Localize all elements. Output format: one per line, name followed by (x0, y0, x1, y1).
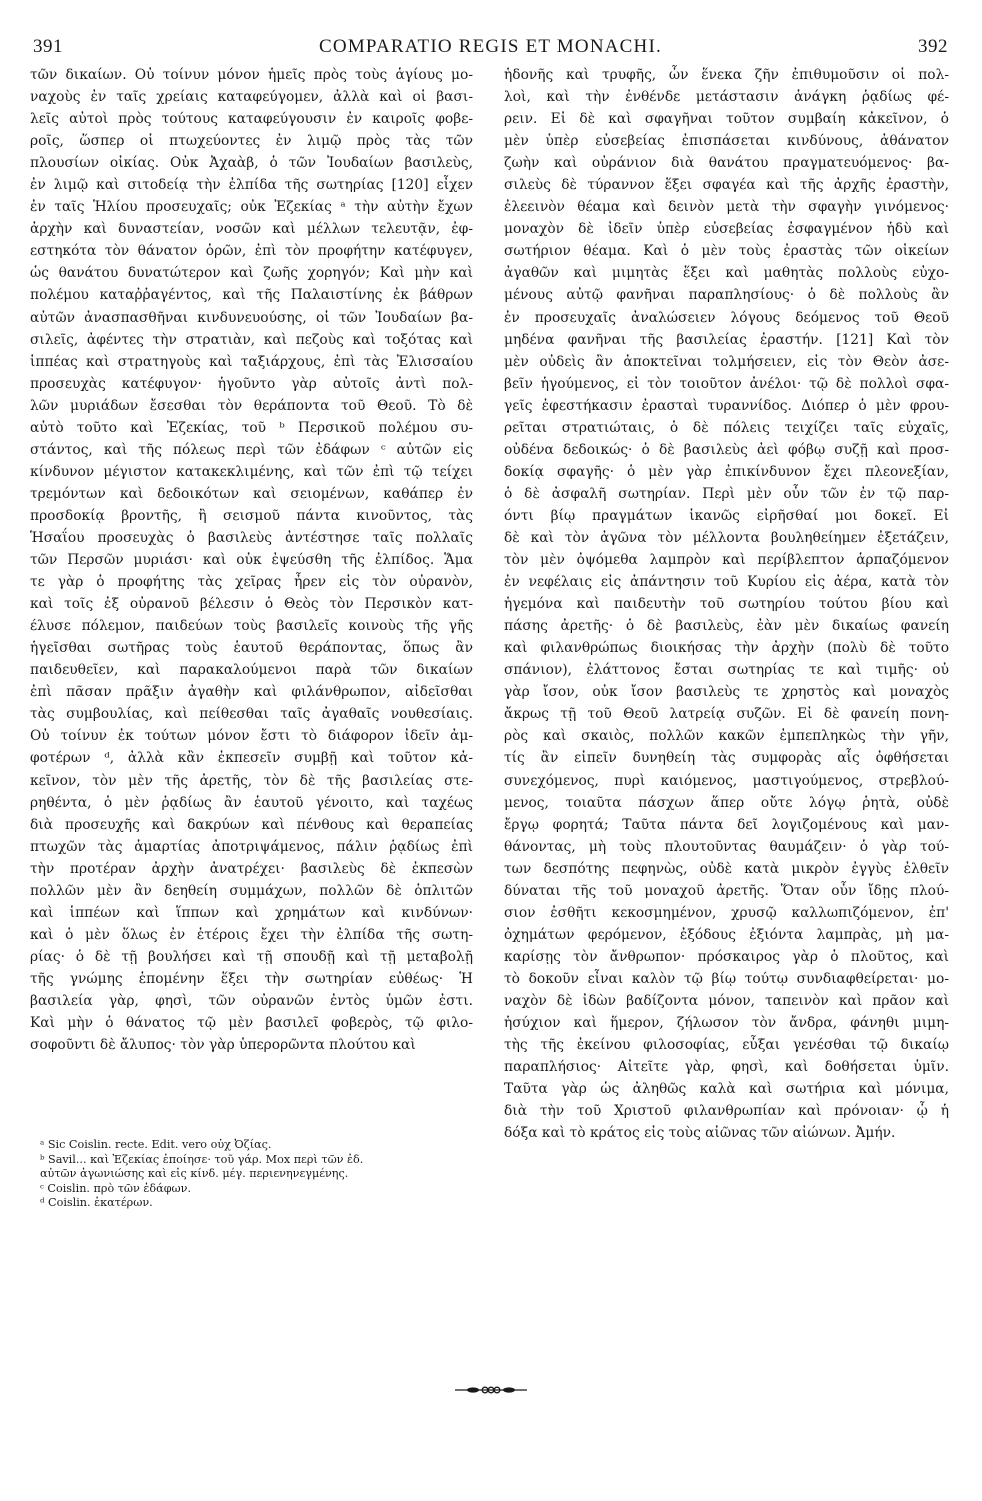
text-line: πτωχῶν τὰς ἁμαρτίας ἀποτριψάμενος, πάλιν ῥᾳδίως ἐπὶ (30, 838, 473, 855)
text-line: τὰς συμβουλίας, καὶ πείθεσθαι ταῖς ἀγαθαῖς νουθεσίαις. (30, 706, 473, 723)
text-line: φοτέρων ᵈ, ἀλλὰ κἂν ἐκπεσεῖν συμβῇ καὶ τοῦτον κἀ- (30, 750, 473, 767)
text-line: ναχοὺς ἐν ταῖς χρείαις καταφεύγομεν, ἀλλὰ καὶ οἱ βασι- (30, 89, 473, 106)
text-line: εστηκότα τὸν θάνατον ὁρῶν, ἐπὶ τὸν προφήτην κατέφυγεν, (30, 243, 473, 260)
text-line: Οὐ τοίνυν ἐκ τούτων μόνον ἔστι τὸ διάφορον ἰδεῖν ἀμ- (30, 728, 473, 745)
left-text-column (30, 64, 473, 1056)
text-line: ἐν προσευχαῖς ἀναλώσειεν λόγους δεόμενος τοῦ Θεοῦ (504, 309, 949, 326)
text-line: αὐτῶν ἀνασπασθῆναι κινδυνευούσης, οἱ τῶν Ἰουδαίων βα- (30, 309, 473, 326)
text-line: γεῖς ἐφεστήκασιν ἐρασταὶ τυραννίδος. Διόπερ ὁ μὲν φρου- (504, 397, 949, 414)
text-line: ἐλεεινὸν θέαμα καὶ δεινὸν μετὰ τὴν σφαγὴν γινόμενος· (504, 199, 949, 216)
text-line: ἐν ταῖς Ἡλίου προσευχαῖς; οὐκ Ἐζεκίας ᵃ τὴν αὐτὴν ἔχων (30, 199, 473, 216)
text-line: ἔργῳ φορητά; Ταῦτα πάντα δεῖ λογιζομένους καὶ μαν- (504, 816, 949, 833)
text-line: ἡγεμόνα καὶ παιδευτὴν τοῦ σωτηρίου τούτου βίου καὶ (504, 596, 949, 613)
text-line: μηδένα φανῆναι τῆς βασιλείας ἐραστήν. [121] Καὶ τὸν (504, 331, 949, 348)
text-line: συνεχόμενος, πυρὶ καιόμενος, μαστιγούμενος, στρεβλού- (504, 772, 949, 789)
text-line: ἡσύχιον καὶ ἥμερον, ζήλωσον τὸν ἄνδρα, φάνηθι μιμη- (504, 1015, 949, 1032)
footnote-line: ᵈ Coislin. ἑκατέρων. (40, 1196, 153, 1210)
text-line: καρίσῃς τὸν ἄνθρωπον· πρόσκαιρος γὰρ ὁ πλοῦτος, καὶ (504, 948, 949, 965)
text-line: ἐν νεφέλαις εἰς ἀπάντησιν τοῦ Κυρίου εἰς ἀέρα, κατὰ τὸν (504, 574, 949, 591)
text-line: παιδευθεῖεν, καὶ παρακαλούμενοι παρὰ τῶν δικαίων (30, 662, 473, 679)
text-line: πολέμου καταῤῥαγέντος, καὶ τῆς Παλαιστίνης ἐκ βάθρων (30, 287, 473, 304)
text-line: καὶ ἱππέων καὶ ἵππων καὶ χρημάτων καὶ κινδύνων· (30, 904, 473, 921)
text-line: ἀγαθῶν καὶ μιμητὰς ἕξει καὶ μαθητὰς πολλοὺς εὐχο- (504, 265, 949, 282)
text-line: γὰρ ἴσον, οὐκ ἴσον βασιλεὺς τε χρηστὸς καὶ μοναχὸς (504, 684, 949, 701)
text-line: καὶ ὁ μὲν ὅλως ἐν ἑτέροις ἔχει τὴν ἐλπίδα τῆς σωτη- (30, 926, 473, 943)
text-line: λῶν μυριάδων ἔσεσθαι τὸν θεράποντα τοῦ Θεοῦ. Τὸ δὲ (30, 397, 473, 414)
text-line: προσδοκίᾳ βροντῆς, ἢ σεισμοῦ πάντα κινοῦντος, τὰς (30, 507, 473, 524)
text-line: λεῖς αὐτοὶ πρὸς τούτους καταφεύγουσιν ἐν καιροῖς φοβε- (30, 111, 473, 128)
text-line: ἄκρως τῇ τοῦ Θεοῦ λατρείᾳ συζῶν. Εἰ δὲ φανείη πονη- (504, 706, 949, 723)
text-line: δύναται τῆς τοῦ μοναχοῦ ἀρετῆς. Ὅταν οὖν ἴδῃς πλού- (504, 882, 949, 899)
text-line: τὸ δοκοῦν εἶναι καλὸν τῷ βίῳ τούτῳ συνδιαφθείρεται· μο- (504, 970, 949, 987)
text-line: ναχὸν δὲ ἰδὼν βαδίζοντα μόνον, ταπεινὸν καὶ πρᾶον καὶ (504, 992, 949, 1009)
text-line: ἐν λιμῷ καὶ σιτοδείᾳ τὴν ἐλπίδα τῆς σωτηρίας [120] εἶχεν (30, 177, 473, 194)
running-title: COMPARATIO REGIS ET MONACHI. (319, 36, 662, 57)
text-line: ἐπὶ πᾶσαν πρᾶξιν ἀγαθὴν καὶ φιλάνθρωπον, αἰδεῖσθαι (30, 684, 473, 701)
text-line: κίνδυνον μέγιστον κατακεκλιμένης, καὶ τῶν ἐπὶ τῷ τείχει (30, 463, 473, 480)
text-line: τε γὰρ ὁ προφήτης τὰς χεῖρας ἦρεν εἰς τὸν οὐρανὸν, (30, 574, 473, 591)
text-line: σιλεῖς, ἀφέντες τὴν στρατιὰν, καὶ πεζοὺς καὶ τοξότας καὶ (30, 331, 473, 348)
running-header (33, 36, 948, 62)
text-line: ρεῖται στρατιώταις, ὁ δὲ πόλεις τειχίζει ταῖς εὐχαῖς, (504, 419, 949, 436)
text-line: Καὶ μὴν ὁ θάνατος τῷ μὲν βασιλεῖ φοβερὸς, τῷ φιλο- (30, 1015, 473, 1032)
text-line: ρειν. Εἰ δὲ καὶ σφαγῆναι τοῦτον συμβαίη κἀκεῖνον, ὁ (504, 111, 949, 128)
text-line: σοφοῦντι δὲ ἄλυπος· τὸν γὰρ ὑπερορῶντα πλούτου καὶ (30, 1037, 416, 1054)
text-line: βασιλεία γὰρ, φησὶ, τῶν οὐρανῶν ἐντὸς ὑμῶν ἐστι. (30, 992, 473, 1009)
text-line: ἡγεῖσθαι σωτῆρας τοὺς ἑαυτοῦ θεράποντας, ὅπως ἂν (30, 640, 473, 657)
text-line: τὴς τῆς ἐκείνου φιλοσοφίας, εὖξαι γενέσθαι τῷ δικαίῳ (504, 1037, 949, 1054)
right-text-column (504, 64, 949, 1144)
text-line: πάσης ἀρετῆς· ὁ δὲ βασιλεὺς, ἐὰν μὲν δικαίως φανείη (504, 618, 949, 635)
text-line: τὴν προτέραν ἀρχὴν ἀνατρέχει· βασιλεὺς δὲ ἐκπεσὼν (30, 860, 473, 877)
text-line: πλουσίων οἰκίας. Οὐκ Ἀχαὰβ, ὁ τῶν Ἰουδαίων βασιλεὺς, (30, 155, 473, 172)
text-line: σπάνιον), ἐλάττονος ἔσται σωτηρίας τε καὶ τιμῆς· οὐ (504, 662, 949, 679)
text-line: δὲ καὶ τὸν ἀγῶνα τὸν μέλλοντα βουληθείημεν ἐξετάζειν, (504, 529, 949, 546)
text-line: τρεμόντων καὶ δεδοικότων καὶ σειομένων, καθάπερ ἐν (30, 485, 473, 502)
text-line: θάνοντας, μὴ τοὺς πλουτοῦντας θαυμάζειν· ὁ γὰρ τού- (504, 838, 949, 855)
page-number-left: 391 (33, 36, 63, 57)
text-line: οὐδένα δεδοικώς· ὁ δὲ βασιλεὺς ἀεὶ φόβῳ συζῇ καὶ προσ- (504, 441, 949, 458)
text-line: τῶν δικαίων. Οὐ τοίνυν μόνον ἡμεῖς πρὸς τοὺς ἁγίους μο- (30, 67, 473, 83)
text-line: ρίας· ὁ δὲ τῇ βουλήσει καὶ τῇ σπουδῇ καὶ τῇ μεταβολῇ (30, 948, 473, 965)
text-line: σιον ἐσθῆτι κεκοσμημένον, χρυσῷ καλλωπιζόμενον, ἐπ' (504, 904, 949, 921)
text-line: προσευχὰς κατέφυγον· ἡγοῦντο γὰρ αὐτοῖς ἀντὶ πολ- (30, 375, 473, 392)
text-line: στάντος, καὶ τῆς πόλεως περὶ τῶν ἐδάφων ᶜ αὐτῶν εἰς (30, 441, 473, 458)
footnote-line: ᶜ Coislin. πρὸ τῶν ἐδάφων. (40, 1181, 192, 1195)
text-line: ζωὴν καὶ οὐράνιον διὰ θανάτου πραγματευόμενος· βα- (504, 155, 949, 172)
text-line: Ἡσαΐου προσευχὰς ὁ βασιλεὺς ἀντέστησε ταῖς πολλαῖς (30, 529, 473, 546)
text-line: ἀρχὴν καὶ δυναστείαν, νοσῶν καὶ μέλλων τελευτᾷν, ἐφ- (30, 221, 473, 238)
text-line: καὶ φιλανθρώπως διοικήσας τὴν ἀρχὴν (πολὺ δὲ τοῦτο (504, 640, 949, 657)
text-line: δόξα καὶ τὸ κράτος εἰς τοὺς αἰῶνας τῶν αἰώνων. Ἀμήν. (504, 1125, 896, 1142)
text-line: μενος, τοιαῦτα πάσχων ἅπερ οὔτε λόγῳ ῥητὰ, οὐδὲ (504, 794, 949, 811)
text-line: τῆς γνώμης ἑπομένην ἕξει τὴν σωτηρίαν εὐθέως· Ἡ (30, 970, 473, 987)
text-line: ρὸς καὶ σκαιὸς, πολλῶν κακῶν ἐμπεπληκὼς τὴν γῆν, (504, 728, 949, 745)
text-line: μὲν οὐδεὶς ἂν ἀποκτεῖναι τολμήσειεν, εἰς τὸν Θεὸν ἀσε- (504, 353, 949, 370)
text-line: Ταῦτα γὰρ ὡς ἀληθῶς καλὰ καὶ σωτήρια καὶ μόνιμα, (504, 1081, 949, 1098)
page-number-right: 392 (918, 36, 948, 57)
text-line: διὰ τὴν τοῦ Χριστοῦ φιλανθρωπίαν καὶ πρόνοιαν· ᾧ ἡ (504, 1103, 949, 1120)
text-line: σιλεὺς δὲ τύραννον ἕξει σφαγέα καὶ τῆς ἀρχῆς ἐραστὴν, (504, 177, 949, 194)
text-line: τίς ἂν εἰπεῖν δυνηθείη τὰς συμφορὰς αἷς ὀφθήσεται (504, 750, 949, 767)
text-line: όντι βίῳ πραγμάτων ἱκανῶς εἰρῆσθαί μοι δοκεῖ. Εἰ (504, 507, 949, 524)
text-line: δοκίᾳ σφαγῆς· ὁ μὲν γὰρ ἐπικίνδυνον ἔχει πλεονεξίαν, (504, 463, 949, 480)
text-line: μοναχὸν δὲ ἰδεῖν ὑπὲρ εὐσεβείας ἐσφαγμένον ἡδὺ καὶ (504, 221, 949, 238)
text-line: τὸν μὲν ὀψόμεθα λαμπρὸν καὶ περίβλεπτον ἁρπαζόμενον (504, 552, 949, 569)
text-line: σωτήριον θέαμα. Καὶ ὁ μὲν τοὺς ἐραστὰς τῶν οἰκείων (504, 243, 949, 260)
text-line: των δεσπότης πεφηνὼς, οὐδὲ κατὰ μικρὸν ἐγγὺς ἐλθεῖν (504, 860, 949, 877)
footnote-line: ᵃ Sic Coislin. recte. Edit. vero οὐχ Ὀζίας. (40, 1138, 272, 1151)
text-line: έλυσε πόλεμον, παιδεύων τοὺς βασιλεῖς κοινοὺς τῆς γῆς (30, 618, 473, 635)
footnote-line: αὐτῶν ἀγωνιώσης καὶ εἰς κίνδ. μέγ. περιενηνεγμένης. (40, 1167, 349, 1181)
footnotes (40, 1138, 470, 1211)
text-line: βεῖν ἡγούμενος, εἰ τὸν τοιοῦτον ἀνέλοι· τῷ δὲ πολλοὶ σφα- (504, 375, 949, 392)
text-line: ὁ δὲ ἀσφαλῆ σωτηρίαν. Περὶ μὲν οὖν τῶν ἐν τῷ παρ- (504, 485, 949, 502)
text-line: ροῖς, ὥσπερ οἱ πτωχεύοντες ἐν λιμῷ πρὸς τὰς τῶν (30, 133, 473, 150)
text-line: μένους αὐτῷ φανῆναι παραπλησίους· ὁ δὲ πολλοὺς ἂν (504, 287, 949, 304)
text-line: διὰ προσευχῆς καὶ δακρύων καὶ πένθους καὶ θεραπείας (30, 816, 473, 833)
text-line: κεῖνον, τὸν μὲν τῆς ἀρετῆς, τὸν δὲ τῆς βασιλείας στε- (30, 772, 473, 789)
text-line: ρηθέντα, ὁ μὲν ῥᾳδίως ἂν ἑαυτοῦ γένοιτο, καὶ ταχέως (30, 794, 473, 811)
text-line: πολλῶν μὲν ἂν δεηθείη συμμάχων, πολλῶν δὲ ὁπλιτῶν (30, 882, 473, 899)
text-line: ὀχημάτων φερόμενον, ἐξόδους ἐξιόντα λαμπρὰς, μὴ μα- (504, 926, 949, 943)
text-line: ἡδονῆς καὶ τρυφῆς, ὧν ἕνεκα ζῆν ἐπιθυμοῦσιν οἱ πολ- (504, 67, 949, 83)
text-line: ὡς θανάτου δυνατώτερον καὶ ζωῆς χορηγόν; Καὶ μὴν καὶ (30, 265, 473, 282)
text-line: μὲν ὑπὲρ εὐσεβείας ἐπισπάσεται κινδύνους, ἀθάνατον (504, 133, 949, 150)
text-line: αὐτὸ τοῦτο καὶ Ἐζεκίας, τοῦ ᵇ Περσικοῦ πολέμου συ- (30, 419, 473, 436)
text-line: παραπλήσιος· Αἰτεῖτε γὰρ, φησὶ, καὶ δοθήσεται ὑμῖν. (504, 1059, 949, 1076)
text-line: λοὶ, καὶ τὴν ἐνθένδε μετάστασιν ἀνάγκη ῥᾳδίως φέ- (504, 89, 949, 106)
text-line: καὶ τοῖς ἐξ οὐρανοῦ βέλεσιν ὁ Θεὸς τὸν Περσικὸν κατ- (30, 596, 473, 613)
end-ornament-icon (453, 1386, 529, 1394)
footnote-line: ᵇ Savil... καὶ Ἐζεκίας ἐποίησε· τοῦ γάρ. Mox περὶ τῶν ἐδ. (40, 1152, 364, 1166)
text-line: τῶν Περσῶν μυριάσι· καὶ οὐκ ἐψεύσθη τῆς ἐλπίδος. Ἅμα (30, 552, 473, 569)
text-line: ἱππέας καὶ στρατηγοὺς καὶ ταξιάρχους, ἐπὶ τὰς Ἐλισσαίου (30, 353, 473, 370)
